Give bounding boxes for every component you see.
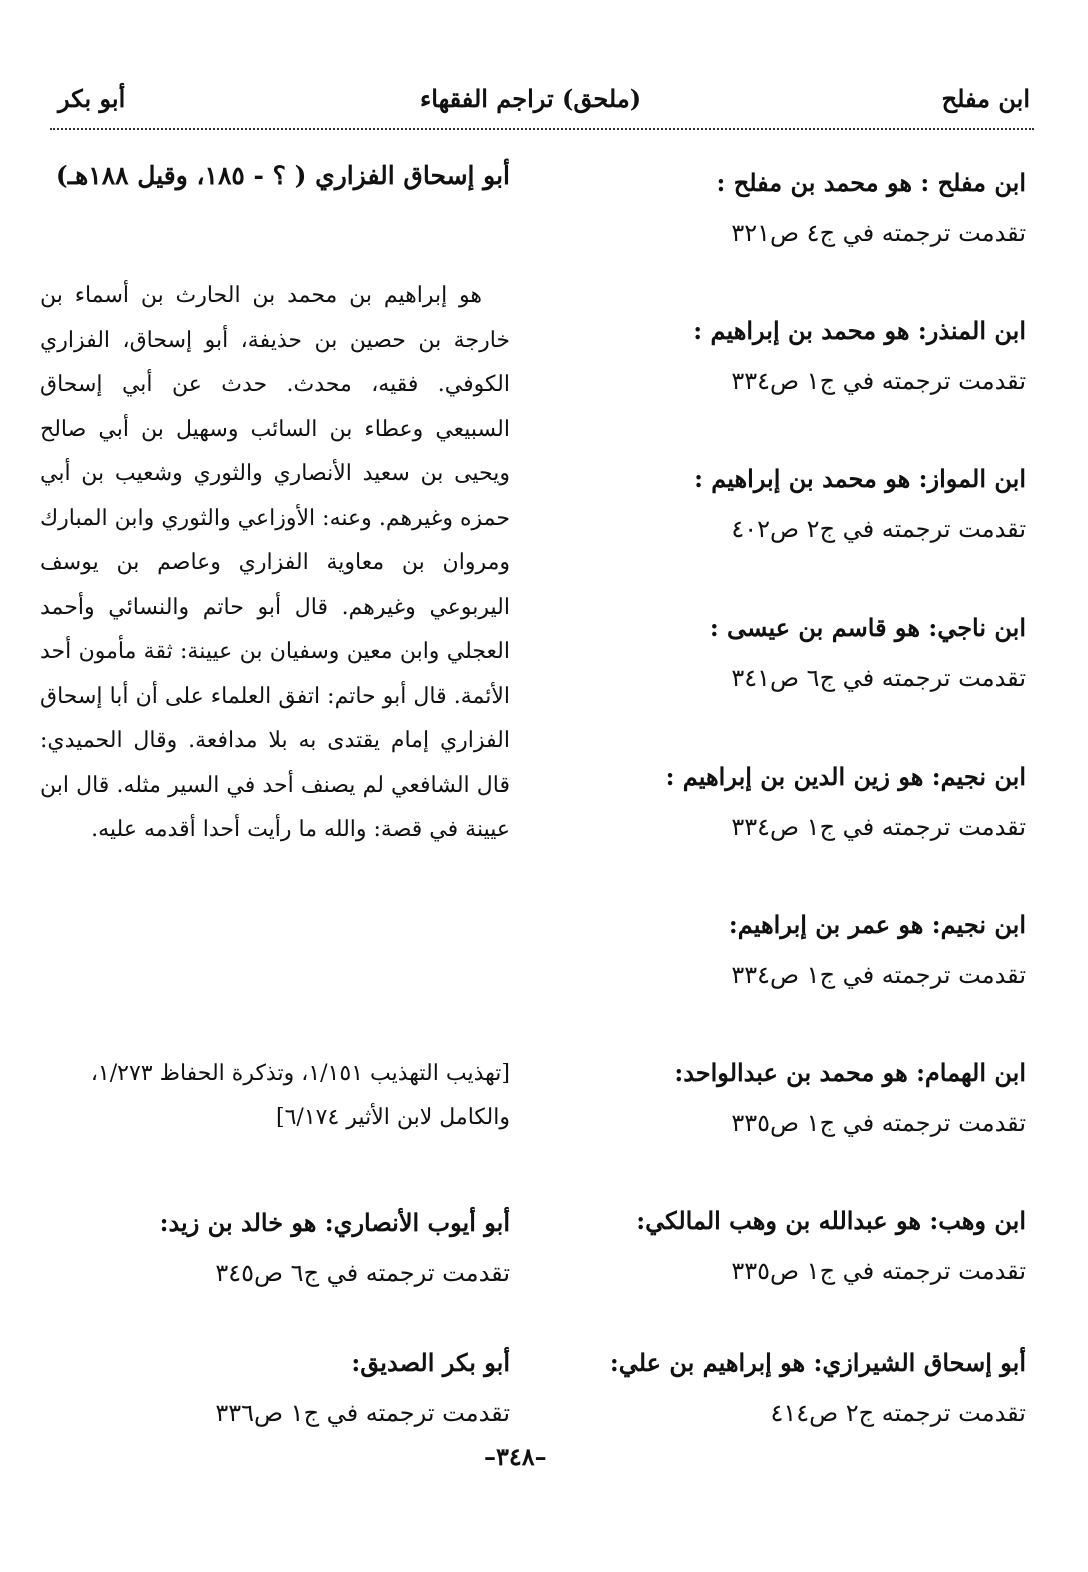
entry <box>556 1196 1026 1296</box>
entry-name: ابن مفلح : هو محمد بن مفلح : <box>716 168 1026 197</box>
entry-name: أبو إسحاق الشيرازي: هو إبراهيم بن علي: <box>609 1348 1026 1377</box>
entry-reference: تقدمت ترجمته في ج١ ص٣٣٤ <box>731 813 1026 841</box>
running-header-title: (ملحق) تراجم الفقهاء <box>420 84 642 113</box>
entry-reference: تقدمت ترجمته في ج٦ ص٣٤١ <box>731 664 1026 692</box>
entry <box>556 454 1026 554</box>
entry <box>556 900 1026 1000</box>
entry-reference: تقدمت ترجمته في ج١ ص٣٣٤ <box>731 367 1026 395</box>
sources-text: [تهذيب التهذيب ١/١٥١، وتذكرة الحفاظ ١/٢٧٣، والكامل لابن الأثير ٦/١٧٤] <box>90 1061 510 1130</box>
entry <box>40 1198 510 1298</box>
entry-name: ابن نجيم: هو زين الدين بن إبراهيم : <box>665 762 1026 791</box>
entry-reference: تقدمت ترجمته في ج٦ ص٣٤٥ <box>215 1259 510 1287</box>
entry-name: أبو بكر الصديق: <box>351 1348 510 1377</box>
entry <box>556 603 1026 703</box>
entry-reference: تقدمت ترجمته ج٢ ص٤١٤ <box>770 1399 1026 1427</box>
biography-body <box>40 274 510 853</box>
running-header-right: ابن مفلح <box>941 84 1030 113</box>
entry <box>556 158 1026 258</box>
entry-name: ابن المواز: هو محمد بن إبراهيم : <box>694 464 1026 493</box>
entry <box>556 1048 1026 1148</box>
header-rule <box>50 128 1034 130</box>
entry-name: ابن ناجي: هو قاسم بن عيسى : <box>709 613 1026 642</box>
entry-name: أبو أيوب الأنصاري: هو خالد بن زيد: <box>159 1208 510 1237</box>
entry-reference: تقدمت ترجمته في ج١ ص٣٣٦ <box>215 1399 510 1427</box>
biography-sources <box>40 1052 510 1140</box>
entry-name: ابن الهمام: هو محمد بن عبدالواحد: <box>674 1058 1026 1087</box>
entry-name: ابن المنذر: هو محمد بن إبراهيم : <box>693 316 1026 345</box>
page-number: –٣٤٨– <box>484 1442 547 1471</box>
biography-title: أبو إسحاق الفزاري ( ؟ - ١٨٥، وقيل ١٨٨هـ) <box>55 161 510 190</box>
entry <box>556 1338 1026 1438</box>
entry-reference: تقدمت ترجمته في ج١ ص٣٣٤ <box>731 961 1026 989</box>
entry <box>556 306 1026 406</box>
entry-reference: تقدمت ترجمته في ج٢ ص٤٠٢ <box>731 515 1026 543</box>
entry-name: ابن وهب: هو عبدالله بن وهب المالكي: <box>636 1206 1026 1235</box>
entry <box>556 752 1026 852</box>
entry-reference: تقدمت ترجمته في ج١ ص٣٣٥ <box>731 1257 1026 1285</box>
biography-entry <box>40 150 510 202</box>
biography-text: هو إبراهيم بن محمد بن الحارث بن أسماء بن خارجة بن حصين بن حذيفة، أبو إسحاق، الفزاري الكوفي. فقيه، محدث. حدث عن أبي إسحاق السبيعي وعطاء بن السائب وسهيل بن أبي صالح ويحيى بن سعيد الأنصاري والثوري وشعيب بن أبي حمزه وغيرهم. وعنه: الأوزاعي والثوري وابن المبارك ومروان بن معاوية الفزاري وعاصم بن يوسف اليربوعي وغيرهم. قال أبو حاتم والنسائي وأحمد العجلي وابن معين وسفيان بن عيينة: ثقة مأمون أحد الأئمة. قال أبو حاتم: اتفق العلماء على أن أبا إسحاق الفزاري إمام يقتدى به بلا مدافعة. وقال الحميدي: قال الشافعي لم يصنف أحد في السير مثله. قال ابن عيينة في قصة: والله ما رأيت أحدا أقدمه عليه. <box>40 283 510 842</box>
entry-reference: تقدمت ترجمته في ج١ ص٣٣٥ <box>731 1109 1026 1137</box>
running-header-left: أبو بكر <box>58 84 126 113</box>
entry-reference: تقدمت ترجمته في ج٤ ص٣٢١ <box>731 219 1026 247</box>
entry <box>40 1338 510 1438</box>
entry-name: ابن نجيم: هو عمر بن إبراهيم: <box>728 910 1026 939</box>
